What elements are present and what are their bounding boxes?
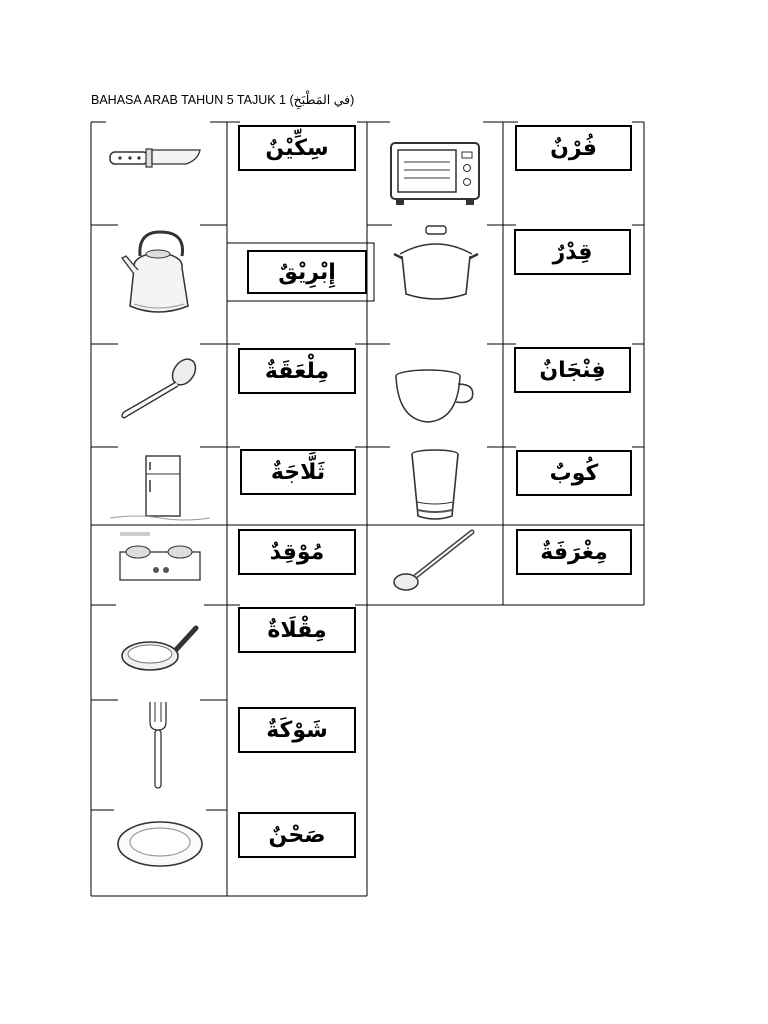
pot-icon	[392, 224, 480, 304]
plate-icon	[114, 816, 206, 872]
title-latin: BAHASA ARAB TAHUN 5 TAJUK 1	[91, 93, 286, 107]
knife-icon	[108, 140, 204, 180]
word-spoon: مِلْعَقَةٌ	[238, 348, 356, 394]
glass-icon	[408, 448, 462, 522]
word-kettle: إِبْرِيْقٌ	[247, 250, 367, 294]
word-glass: كُوبٌ	[516, 450, 632, 496]
word-fridge: ثَلَّاجَةٌ	[240, 449, 356, 495]
frying-pan-icon	[118, 622, 200, 676]
word-fork: شَوْكَةٌ	[238, 707, 356, 753]
ladle-icon	[392, 528, 478, 594]
title-arabic: (في المَطْبَخِ)	[289, 93, 355, 107]
cup-icon	[392, 364, 478, 426]
word-pot: قِدْرٌ	[514, 229, 631, 275]
fridge-icon	[108, 452, 212, 524]
oven-icon	[388, 140, 482, 208]
word-ladle: مِغْرَفَةٌ	[516, 529, 632, 575]
fork-icon	[145, 700, 171, 792]
word-oven: فُرْنٌ	[515, 125, 632, 171]
word-stove: مُوْقِدٌ	[238, 529, 356, 575]
word-frypan: مِقْلَاةٌ	[238, 607, 356, 653]
word-knife: سِكِّيْنٌ	[238, 125, 356, 171]
kettle-icon	[118, 228, 200, 320]
spoon-icon	[118, 356, 200, 420]
word-plate: صَحْنٌ	[238, 812, 356, 858]
word-cup: فِنْجَانٌ	[514, 347, 631, 393]
gas-stove-icon	[116, 530, 204, 590]
